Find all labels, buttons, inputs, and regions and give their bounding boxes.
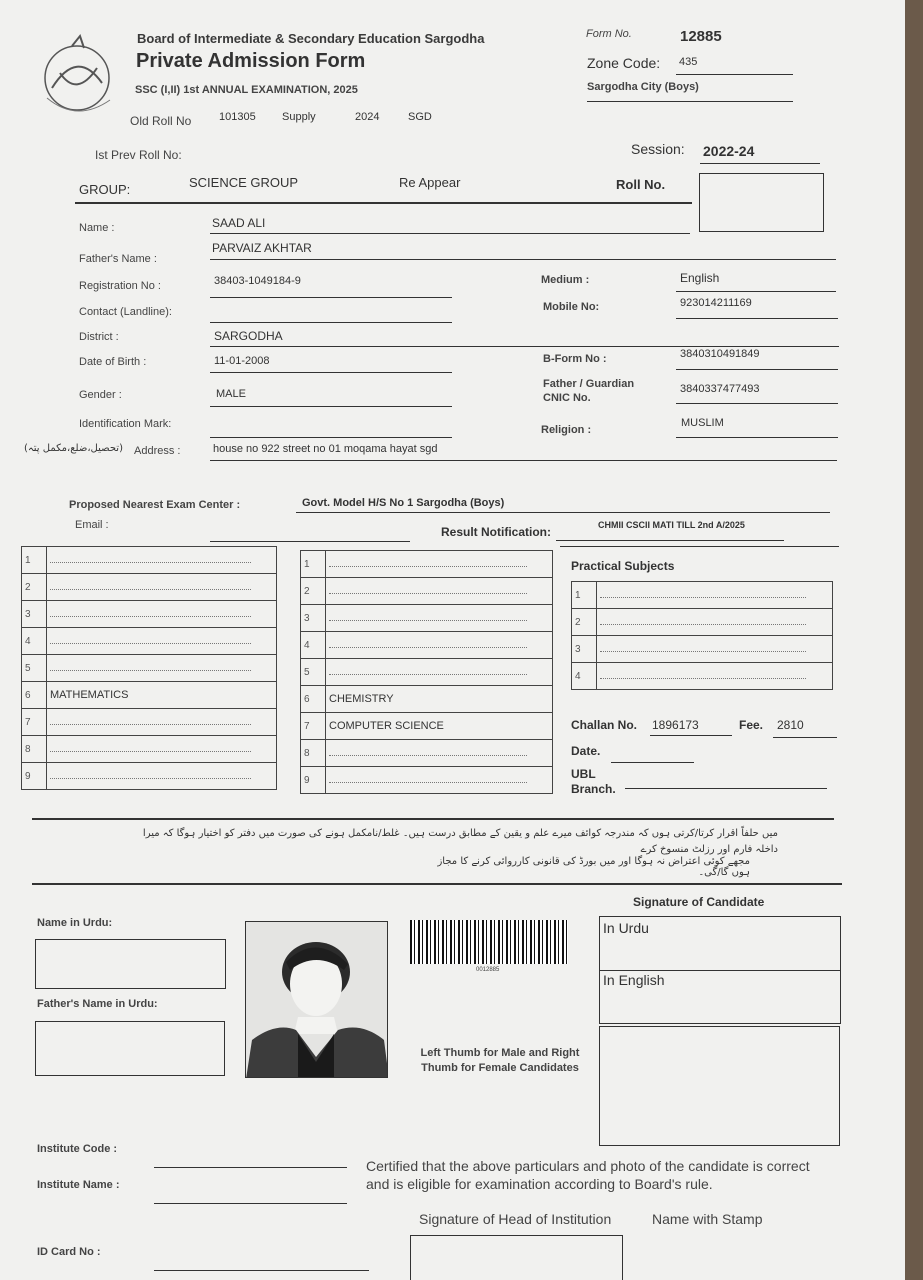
subject-row-number: 2 — [22, 574, 47, 601]
subject-row — [22, 628, 277, 655]
declaration-urdu-2: مجھے کوئی اعتراض نہ ہوگا اور میں بورڈ کی قانونی کارروائی کرنے کا مجاز ہوں گا/گی۔ — [437, 856, 750, 878]
result-notification-label: Result Notification: — [441, 525, 551, 539]
guardian-label-2: CNIC No. — [543, 392, 591, 404]
medium-label: Medium : — [541, 274, 590, 286]
subject-row-number: 7 — [301, 713, 326, 740]
bform-label: B-Form No : — [543, 353, 607, 365]
practical-title: Practical Subjects — [571, 559, 675, 573]
subject-name: CHEMISTRY — [329, 693, 394, 705]
subject-name-cell[interactable] — [47, 655, 277, 682]
blank-dotted-line — [329, 612, 527, 621]
session-value: 2022-24 — [703, 143, 755, 159]
mobile-label: Mobile No: — [543, 301, 600, 313]
blank-dotted-line — [50, 608, 251, 617]
contact-label: Contact (Landline): — [79, 306, 172, 318]
subject-row — [301, 686, 553, 713]
subject-name-cell[interactable] — [47, 628, 277, 655]
candidate-photo — [245, 921, 388, 1078]
district-label: District : — [79, 331, 119, 343]
subject-row — [22, 682, 277, 709]
subject-row — [22, 601, 277, 628]
subject-row — [22, 709, 277, 736]
institute-code-label: Institute Code : — [37, 1143, 118, 1155]
subject-row-number: 2 — [572, 609, 597, 636]
subject-name-cell[interactable] — [597, 636, 833, 663]
form-no-label: Form No. — [586, 28, 632, 40]
thumb-instruction: Left Thumb for Male and Right Thumb for Female Candidates — [420, 1047, 580, 1074]
subject-row-number: 1 — [572, 582, 597, 609]
father-urdu-box[interactable] — [35, 1021, 225, 1076]
subject-name: COMPUTER SCIENCE — [329, 720, 444, 732]
blank-dotted-line — [329, 585, 527, 594]
sign-english-label[interactable]: In English — [603, 972, 665, 988]
gender-label: Gender : — [79, 389, 122, 401]
subject-row — [22, 655, 277, 682]
subject-name-cell[interactable] — [326, 686, 553, 713]
subject-name-cell[interactable] — [326, 551, 553, 578]
father-urdu-label: Father's Name in Urdu: — [37, 998, 158, 1010]
blank-dotted-line — [329, 639, 527, 648]
subject-name-cell[interactable] — [47, 736, 277, 763]
blank-dotted-line — [600, 616, 806, 625]
subject-row — [301, 740, 553, 767]
father-name-label: Father's Name : — [79, 253, 157, 265]
subject-row-number: 1 — [22, 547, 47, 574]
blank-dotted-line — [50, 662, 251, 671]
subject-row-number: 7 — [22, 709, 47, 736]
blank-dotted-line — [329, 558, 527, 567]
zone-code-label: Zone Code: — [587, 55, 661, 71]
subject-name-cell[interactable] — [326, 767, 553, 794]
old-roll-label: Old Roll No — [130, 114, 192, 128]
candidate-portrait-icon — [246, 922, 388, 1078]
subject-row — [301, 767, 553, 794]
supply-text: Supply — [282, 111, 316, 123]
zone-code: 435 — [679, 56, 698, 68]
subjects-table-left — [21, 546, 277, 790]
bform-value: 3840310491849 — [680, 348, 760, 360]
blank-dotted-line — [50, 743, 251, 752]
subject-row-number: 4 — [572, 663, 597, 690]
challan-label: Challan No. — [571, 718, 638, 732]
session-label: Session: — [631, 141, 685, 157]
subject-row-number: 5 — [22, 655, 47, 682]
subjects-table-middle — [300, 550, 553, 794]
gender-value: MALE — [216, 388, 246, 400]
dob-label: Date of Birth : — [79, 356, 147, 368]
subject-row-number: 9 — [22, 763, 47, 790]
blank-dotted-line — [50, 554, 251, 563]
subject-row-number: 9 — [301, 767, 326, 794]
fee-label: Fee. — [739, 718, 764, 732]
identification-label: Identification Mark: — [79, 418, 172, 430]
religion-value: MUSLIM — [681, 417, 724, 429]
blank-dotted-line — [329, 666, 527, 675]
guardian-label-1: Father / Guardian — [543, 378, 635, 390]
subject-row-number: 8 — [301, 740, 326, 767]
old-roll-no: 101305 — [219, 111, 256, 123]
subject-row — [301, 659, 553, 686]
subject-row — [301, 551, 553, 578]
district-value: SARGODHA — [214, 329, 283, 343]
barcode-icon — [410, 920, 568, 964]
dob-value: 11-01-2008 — [214, 355, 270, 367]
subject-name-cell[interactable] — [47, 709, 277, 736]
subject-name: MATHEMATICS — [50, 689, 129, 701]
declaration-urdu-1: میں حلفاً اقرار کرتا/کرتی ہوں کہ مندرجہ کوائف میرے علم و یقین کے مطابق درست ہیں۔ غلط/نامکمل ہونے کی صورت میں دفتر کو اختیار ہوگا کہ میرا داخلہ فارم اور رزلٹ منسوخ کرے — [142, 828, 778, 855]
blank-dotted-line — [50, 635, 251, 644]
subject-name-cell[interactable] — [597, 609, 833, 636]
subject-name-cell[interactable] — [47, 547, 277, 574]
status-value: Re Appear — [399, 175, 461, 190]
thumb-impression-box — [599, 1026, 840, 1146]
form-title: Private Admission Form — [136, 50, 366, 72]
subject-name-cell[interactable] — [47, 682, 277, 709]
board-name: Board of Intermediate & Secondary Education Sargodha — [137, 31, 485, 46]
exam-center-value: Govt. Model H/S No 1 Sargodha (Boys) — [302, 497, 505, 509]
subject-row — [572, 582, 833, 609]
religion-label: Religion : — [541, 424, 592, 436]
stamp-box — [410, 1235, 623, 1280]
result-notification-value: CHMII CSCII MATI TILL 2nd A/2025 — [598, 520, 745, 530]
subject-row-number: 3 — [22, 601, 47, 628]
blank-dotted-line — [600, 643, 806, 652]
head-signature-label: Signature of Head of Institution — [419, 1211, 612, 1227]
group-label: GROUP: — [79, 182, 131, 197]
name-label: Name : — [79, 222, 115, 234]
subject-row — [22, 574, 277, 601]
practical-subjects-table — [571, 581, 833, 690]
subject-name-cell[interactable] — [326, 659, 553, 686]
subject-name-cell[interactable] — [47, 601, 277, 628]
subject-name-cell[interactable] — [597, 663, 833, 690]
sign-urdu-label[interactable]: In Urdu — [603, 920, 649, 936]
barcode-number: 0012885 — [476, 967, 500, 973]
date-label: Date. — [571, 744, 601, 758]
subject-name-cell[interactable] — [47, 763, 277, 790]
blank-dotted-line — [50, 770, 251, 779]
certification-text: Certified that the above particulars and photo of the candidate is correct and is eligible for examination according to Board's rule. — [366, 1158, 810, 1192]
subject-row-number: 1 — [301, 551, 326, 578]
subject-row-number: 5 — [301, 659, 326, 686]
name-urdu-label: Name in Urdu: — [37, 917, 113, 929]
subject-row-number: 4 — [22, 628, 47, 655]
name-with-stamp-label: Name with Stamp — [652, 1211, 763, 1227]
blank-dotted-line — [329, 747, 527, 756]
subject-row-number: 3 — [572, 636, 597, 663]
mobile-value: 923014211169 — [680, 297, 752, 309]
branch-label-1: UBL — [571, 767, 596, 781]
subject-row — [22, 763, 277, 790]
subject-row — [301, 632, 553, 659]
old-year: 2024 — [355, 111, 380, 123]
email-label: Email : — [75, 519, 109, 531]
name-urdu-box[interactable] — [35, 939, 226, 989]
id-card-label: ID Card No : — [37, 1246, 101, 1258]
group-value: SCIENCE GROUP — [189, 175, 299, 190]
blank-dotted-line — [329, 774, 527, 783]
subject-name-cell[interactable] — [326, 578, 553, 605]
registration-label: Registration No : — [79, 280, 161, 292]
name-value: SAAD ALI — [212, 216, 266, 230]
subject-name-cell[interactable] — [326, 740, 553, 767]
exam-title: SSC (I,II) 1st ANNUAL EXAMINATION, 2025 — [135, 84, 358, 96]
blank-dotted-line — [600, 589, 806, 598]
prev-roll-label: Ist Prev Roll No: — [95, 148, 182, 162]
institute-name-label: Institute Name : — [37, 1179, 120, 1191]
blank-dotted-line — [50, 581, 251, 590]
subject-row-number: 8 — [22, 736, 47, 763]
address-urdu-label: (تحصیل،ضلع،مکمل پتہ) — [24, 443, 123, 454]
zone-name: Sargodha City (Boys) — [587, 81, 699, 93]
branch-label-2: Branch. — [571, 782, 616, 796]
subject-row-number: 2 — [301, 578, 326, 605]
subject-row — [22, 736, 277, 763]
subject-name-cell[interactable] — [47, 574, 277, 601]
subject-row — [22, 547, 277, 574]
subject-row-number: 6 — [301, 686, 326, 713]
blank-dotted-line — [50, 716, 251, 725]
form-no: 12885 — [680, 28, 722, 45]
signature-title: Signature of Candidate — [633, 895, 765, 909]
fee-value: 2810 — [777, 718, 804, 732]
old-city-code: SGD — [408, 111, 432, 123]
guardian-cnic-value: 3840337477493 — [680, 383, 760, 395]
subject-row — [301, 713, 553, 740]
exam-center-label: Proposed Nearest Exam Center : — [69, 499, 241, 511]
subject-name-cell[interactable] — [326, 605, 553, 632]
subject-row — [572, 609, 833, 636]
board-logo-icon — [32, 28, 122, 118]
address-value: house no 922 street no 01 moqama hayat sgd — [213, 443, 438, 455]
registration-value: 38403-1049184-9 — [214, 275, 301, 287]
subject-row — [301, 578, 553, 605]
subject-row-number: 4 — [301, 632, 326, 659]
subject-name-cell[interactable] — [326, 632, 553, 659]
challan-no: 1896173 — [652, 718, 699, 732]
subject-row — [572, 663, 833, 690]
blank-dotted-line — [600, 670, 806, 679]
subject-row — [301, 605, 553, 632]
roll-no-label: Roll No. — [616, 177, 666, 192]
subject-row-number: 3 — [301, 605, 326, 632]
subject-name-cell[interactable] — [326, 713, 553, 740]
roll-no-box — [699, 173, 824, 232]
subject-row-number: 6 — [22, 682, 47, 709]
subject-row — [572, 636, 833, 663]
medium-value: English — [680, 271, 720, 285]
address-label: Address : — [134, 445, 181, 457]
father-name-value: PARVAIZ AKHTAR — [212, 241, 312, 255]
subject-name-cell[interactable] — [597, 582, 833, 609]
